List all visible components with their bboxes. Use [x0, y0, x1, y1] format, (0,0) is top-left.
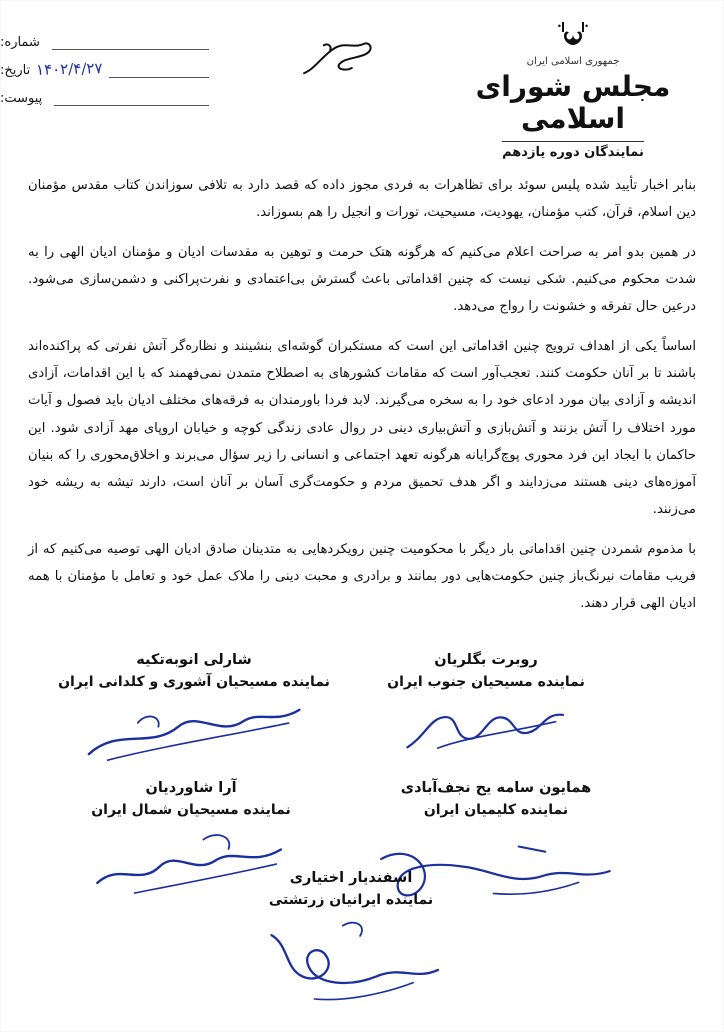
signatory-role: نماینده مسیحیان جنوب ایران [387, 673, 585, 690]
signatory-name: آرا شاوردیان [145, 780, 237, 796]
org-line3: نمایندگان دوره یازدهم [502, 141, 644, 160]
paragraph-2: در همین بدو امر به صراحت اعلام می‌کنیم که هرگونه هتک حرمت و توهین به مقدسات ادیان و مؤمنان ادیان الهی را به شدت محکوم می‌کنیم. شکی نیست که چنین اقداماتی باعث گسترش بی‌اعتمادی و نفرت‌پراکنی و دشمن‌سازی می‌شود. درعین حال تفرقه و خشونت را رواج می‌دهد. [28, 245, 696, 315]
signature-entry [216, 868, 486, 1012]
organization-identity [458, 14, 688, 160]
paragraph-4: با مذموم شمردن چنین اقداماتی بار دیگر با محکومیت چنین رویکردهایی به متدینان صادق ادیان الهی توصیه می‌کنیم که از فریب مقامات نیرنگ‌باز چنین حکومت‌هایی دور بمانند و برادری و محبت دینی را ملاک عمل خود و تعامل با مؤمنان با همه ادیان الهی قرار دهند. [28, 541, 696, 611]
date-value: ۱۴۰۲/۴/۲۷ [36, 59, 103, 79]
iran-emblem-icon [458, 14, 688, 54]
signatory-role: نماینده کلیمیان ایران [423, 801, 569, 818]
signatory-role: نماینده مسیحیان آشوری و کلدانی ایران [58, 673, 330, 690]
date-label: تاریخ: [0, 63, 31, 78]
signatory-name: روبرت بگلریان [434, 652, 538, 668]
signatory-name: شارلی انوبه‌تکیه [136, 652, 252, 668]
attachment-label: پیوست: [0, 91, 43, 106]
handwritten-signature-icon [334, 683, 639, 775]
signatory-name: اسفندیار اختیاری [289, 870, 413, 886]
letterhead [0, 8, 724, 161]
handwritten-signature-icon [41, 683, 346, 778]
signatory-name: همایون سامه یح نجف‌آبادی [400, 780, 592, 796]
number-rule [52, 35, 209, 50]
signatory-role: نماینده ایرانیان زرتشتی [268, 891, 434, 908]
signature-block [28, 650, 696, 1020]
date-rule [109, 63, 209, 78]
document-meta [0, 22, 215, 106]
meta-row-date [0, 50, 215, 78]
header-signature-mark [293, 32, 387, 86]
org-line2: مجلس شورای اسلامی [475, 70, 671, 136]
paragraph-3: اساساً یکی از اهداف ترویج چنین اقداماتی این است که مستکبران گوشه‌ای بنشینند و نظاره‌گر آتش نفرتی که پراکنده‌اند باشند تا بر آنان حکومت کنند. تعجب‌آور است که مقامات کشورهای به اصطلاح متمدن نمی‌فهمند که با این اقدامات، آزادی اندیشه و آزادی بیان مورد ادعای خود را به سخره می‌گیرند. لابد فردا باورمندان به فرقه‌های مختلف ادیان باید فصول و آیات مورد اختلاف را آتش بزنند و آتش‌بازی و آتش‌بیاری دینی در روال عادی زندگی کوچه و خیابان اروپای مهد آزادی شود. این حاکمان با ایجاد این فرد محوری پوچ‌گرایانه هرگونه تعهد اجتماعی و انسانی را زیر سؤال می‌برند و اخلاق‌محوری را که بنیان آموزه‌های دینی هستند می‌زدایند و اگر هدف تحمیق مردم و حکومت‌گری آسان بر آنان است، دارند تیشه به ریشه خود می‌زنند. [28, 339, 696, 517]
number-label: شماره: [0, 35, 40, 50]
signature-entry [44, 650, 344, 763]
letter-body [28, 172, 696, 630]
paragraph-1: بنابر اخبار تأیید شده پلیس سوئد برای تظاهرات به فردی مجوز داده که قصد دارد به تلافی سوزاندن کتاب مقدس مؤمنان دین اسلام، قرآن، کتب مؤمنان، یهودیت، مسیحیت، تورات و انجیل را هم بسوزاند. [28, 178, 696, 221]
org-line1: جمهوری اسلامی ایران [526, 56, 620, 67]
attachment-rule [54, 91, 209, 106]
handwritten-signature-icon [212, 903, 490, 1026]
signature-entry [336, 650, 636, 760]
meta-row-number [0, 22, 215, 50]
meta-row-attachment [0, 78, 215, 106]
signatory-role: نماینده مسیحیان شمال ایران [91, 801, 291, 818]
